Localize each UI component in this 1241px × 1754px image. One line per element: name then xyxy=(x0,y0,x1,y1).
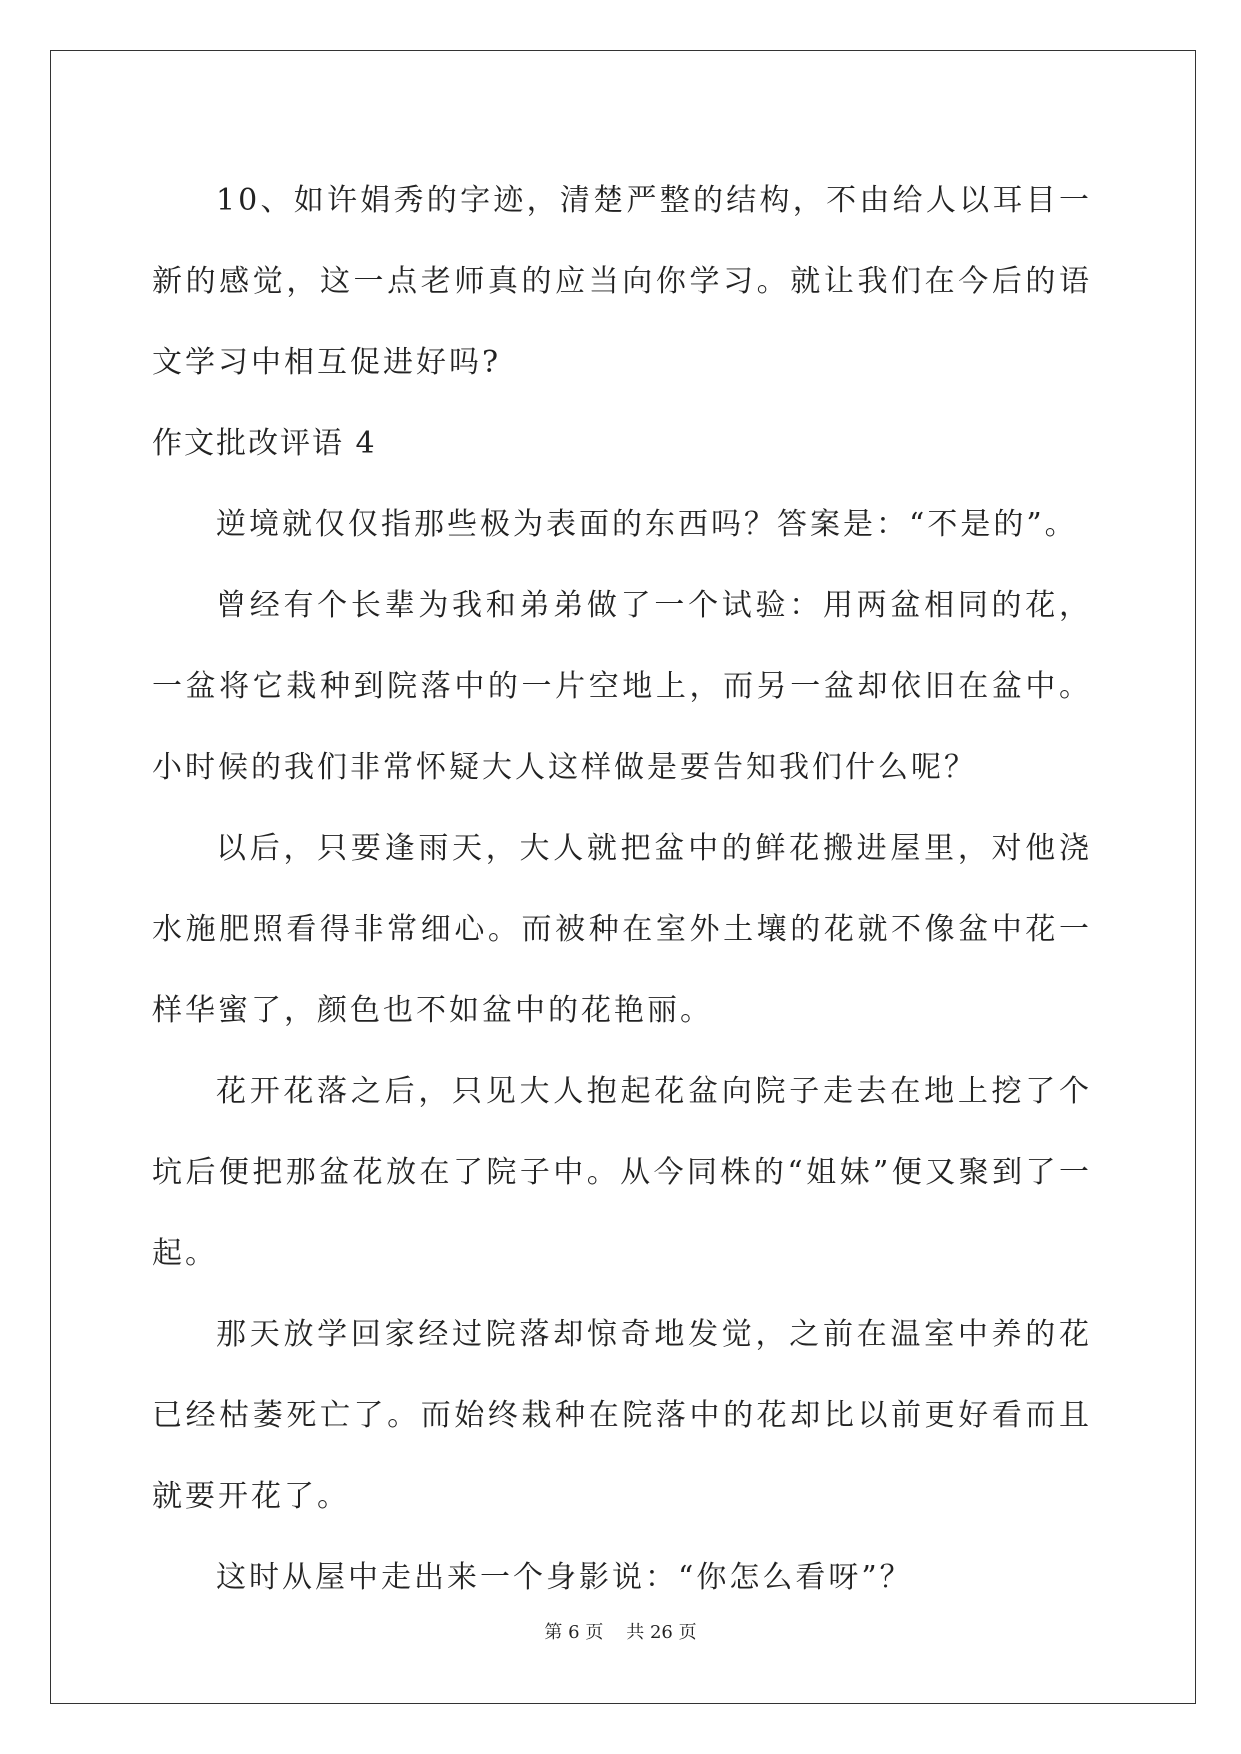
paragraph-3: 曾经有个长辈为我和弟弟做了一个试验：用两盆相同的花，一盆将它栽种到院落中的一片空地上，而另一盆却依旧在盆中。小时候的我们非常怀疑大人这样做是要告知我们什么呢？ xyxy=(152,588,1092,785)
page-number: 第 6 页 xyxy=(544,1622,604,1643)
paragraph-6: 那天放学回家经过院落却惊奇地发觉，之前在温室中养的花已经枯萎死亡了。而始终栽种在院落中的花却比以前更好看而且就要开花了。 xyxy=(152,1317,1092,1514)
paragraph-1: 10、如许娟秀的字迹，清楚严整的结构，不由给人以耳目一新的感觉，这一点老师真的应当向你学习。就让我们在今后的语文学习中相互促进好吗? xyxy=(152,183,1092,380)
section-heading: 作文批改评语 4 xyxy=(152,426,377,461)
paragraph-5: 花开花落之后，只见大人抱起花盆向院子走去在地上挖了个坑后便把那盆花放在了院子中。从今同株的“姐妹”便又聚到了一起。 xyxy=(152,1074,1092,1271)
paragraph-4: 以后，只要逢雨天，大人就把盆中的鲜花搬进屋里，对他浇水施肥照看得非常细心。而被种在室外土壤的花就不像盆中花一样华蜜了，颜色也不如盆中的花艳丽。 xyxy=(152,831,1092,1028)
document-body xyxy=(152,160,1092,1618)
page-total: 共 26 页 xyxy=(626,1622,697,1643)
paragraph-7: 这时从屋中走出来一个身影说：“你怎么看呀”？ xyxy=(216,1560,913,1595)
page-footer xyxy=(0,1618,1241,1644)
paragraph-2: 逆境就仅仅指那些极为表面的东西吗？答案是：“不是的”。 xyxy=(216,507,1078,542)
